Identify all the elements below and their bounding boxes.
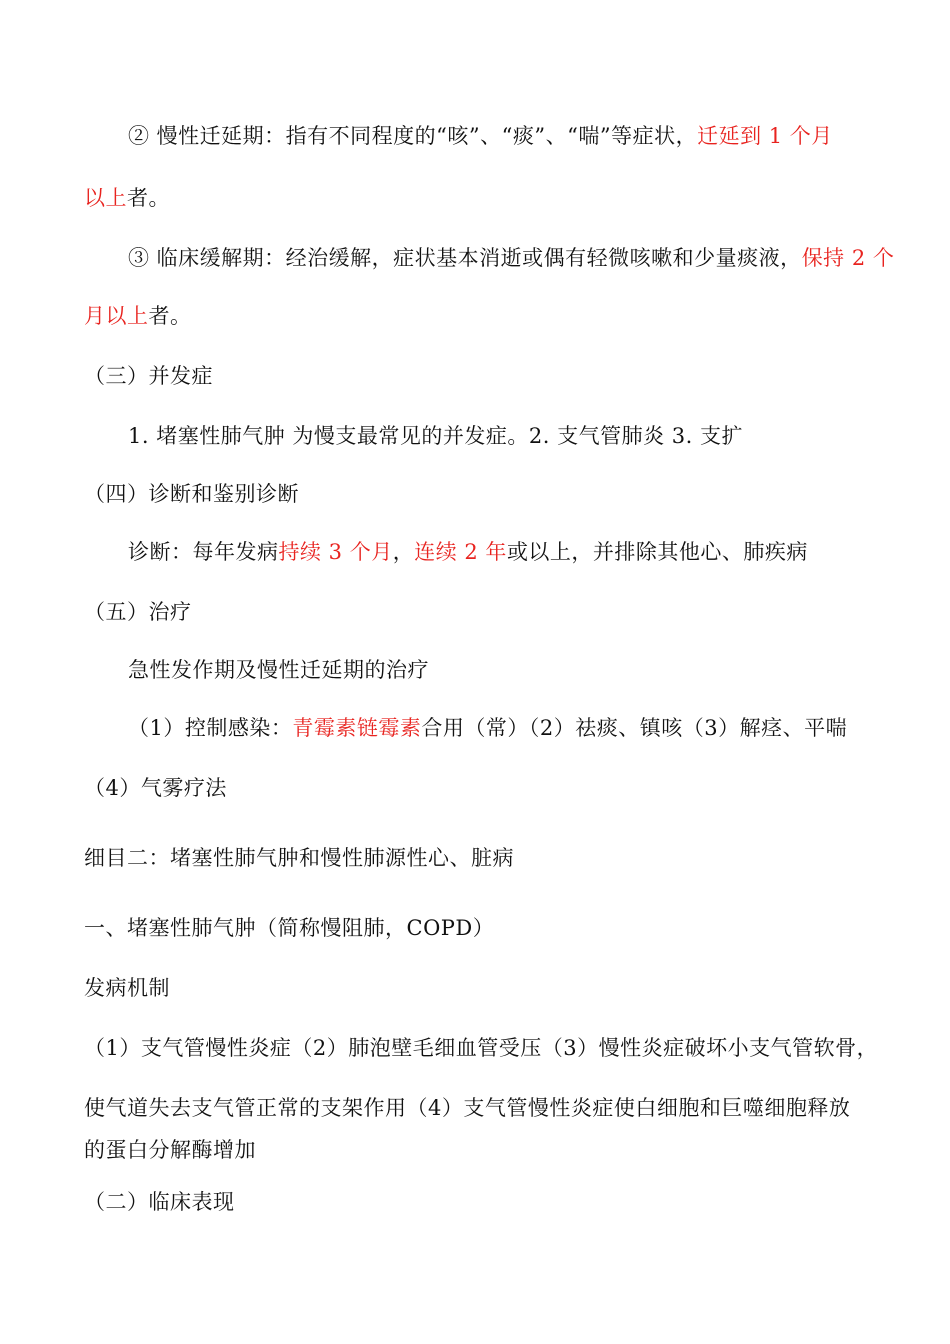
highlight-text: 保持 2 个 <box>801 246 895 270</box>
paragraph-chronic-persistent-stage-cont: 以上者。 <box>84 186 170 210</box>
paragraph-diagnosis: 诊断：每年发病持续 3 个月，连续 2 年或以上，并排除其他心、肺疾病 <box>128 540 808 564</box>
paragraph-treatment-steps-cont: （4）气雾疗法 <box>84 776 227 800</box>
heading-clinical-manifestations: （二）临床表现 <box>84 1190 235 1214</box>
paragraph-treatment-steps: （1）控制感染：青霉素链霉素合用（常）（2）祛痰、镇咳（3）解痉、平喘 <box>128 716 848 740</box>
highlight-text: 连续 2 年 <box>414 540 507 564</box>
paragraph-pathogenesis-cont: 使气道失去支气管正常的支架作用（4）支气管慢性炎症使白细胞和巨噬细胞释放 <box>84 1096 851 1120</box>
heading-diagnosis: （四）诊断和鉴别诊断 <box>84 482 299 506</box>
highlight-text: 月以上 <box>84 304 149 328</box>
heading-copd: 一、堵塞性肺气肿（简称慢阻肺，COPD） <box>84 916 495 940</box>
paragraph-pathogenesis: （1）支气管慢性炎症（2）肺泡壁毛细血管受压（3）慢性炎症破坏小支气管软骨， <box>84 1036 879 1060</box>
highlight-text: 青霉素链霉素 <box>292 716 422 740</box>
highlight-text: 以上 <box>84 186 127 210</box>
heading-treatment: （五）治疗 <box>84 600 192 624</box>
paragraph-pathogenesis-cont-2: 的蛋白分解酶增加 <box>84 1138 256 1162</box>
paragraph-treatment-intro: 急性发作期及慢性迁延期的治疗 <box>128 658 429 682</box>
heading-item-two: 细目二：堵塞性肺气肿和慢性肺源性心、脏病 <box>84 846 514 870</box>
paragraph-chronic-persistent-stage: ② 慢性迁延期：指有不同程度的“咳”、“痰”、“喘”等症状，迁延到 1 个月 <box>128 124 833 148</box>
paragraph-complications-list: 1. 堵塞性肺气肿 为慢支最常见的并发症。2. 支气管肺炎 3. 支扩 <box>128 424 743 448</box>
paragraph-remission-stage: ③ 临床缓解期：经治缓解，症状基本消逝或偶有轻微咳嗽和少量痰液，保持 2 个 <box>128 246 895 270</box>
highlight-text: 迁延到 1 个月 <box>697 124 833 148</box>
highlight-text: 持续 3 个月 <box>278 540 393 564</box>
paragraph-remission-stage-cont: 月以上者。 <box>84 304 192 328</box>
heading-pathogenesis: 发病机制 <box>84 976 170 1000</box>
heading-complications: （三）并发症 <box>84 364 213 388</box>
